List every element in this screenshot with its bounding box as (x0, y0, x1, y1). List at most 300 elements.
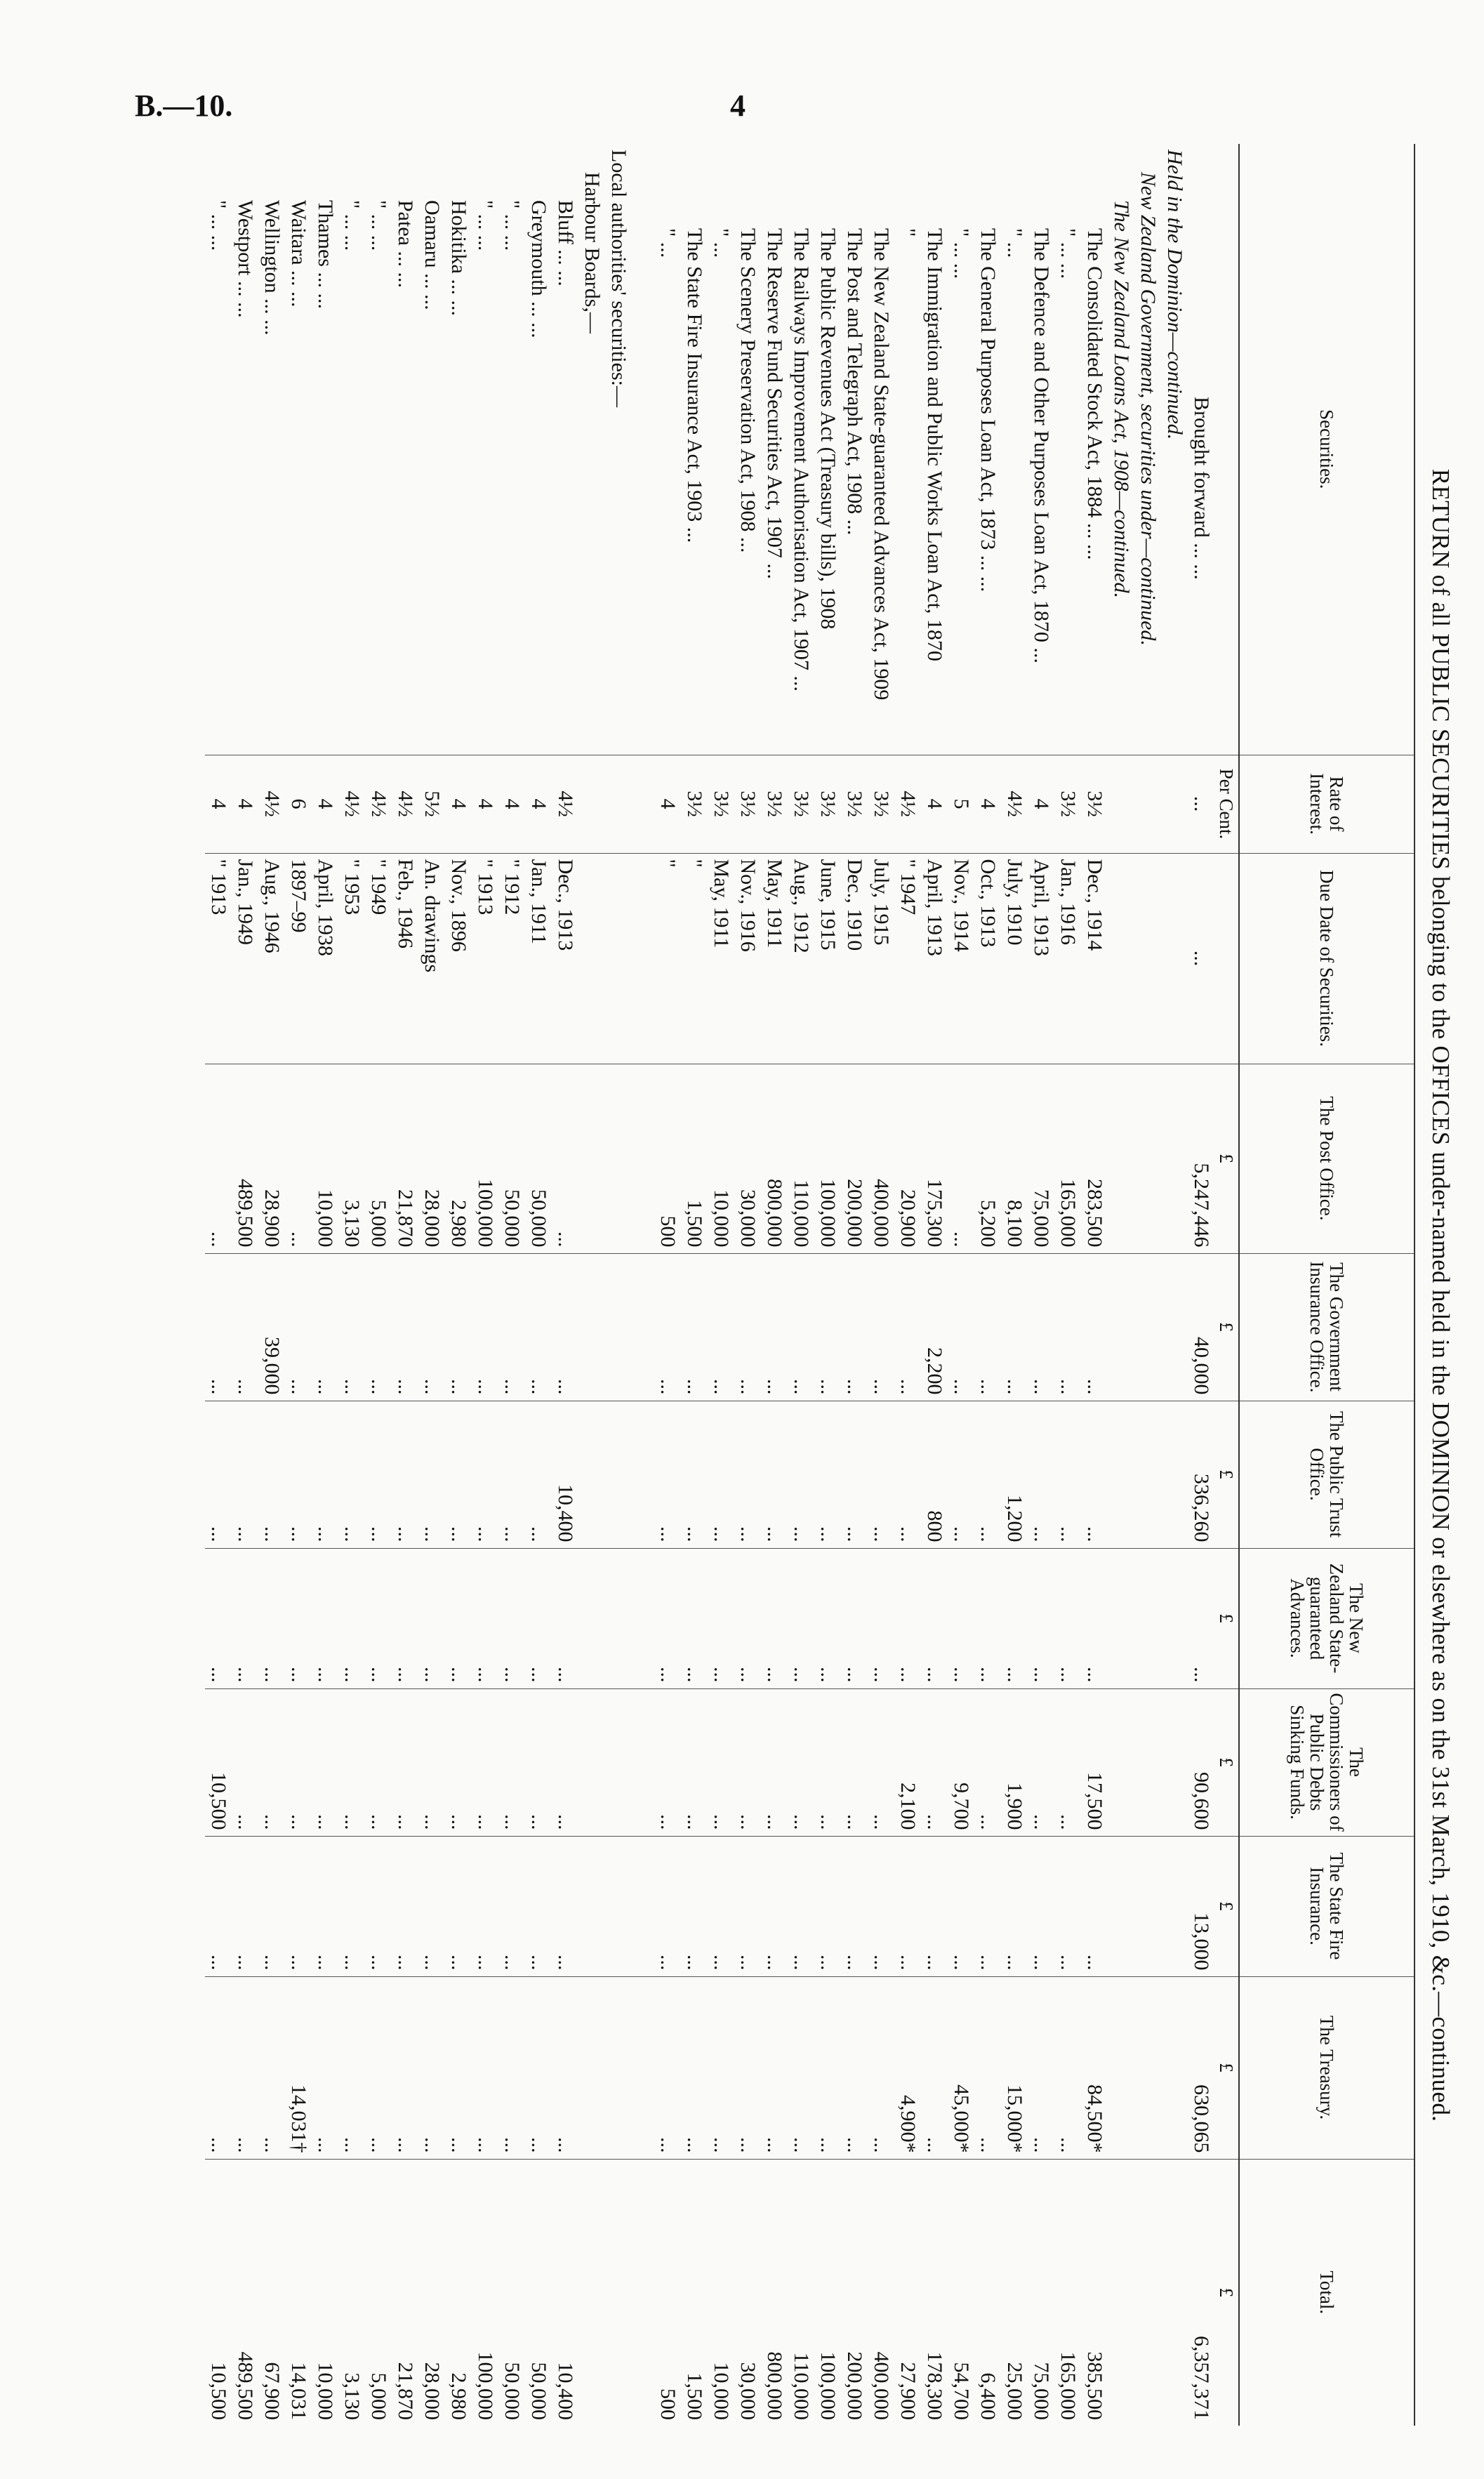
cell-fire-insurance: ... (921, 1836, 948, 1976)
cell-sinking-funds: ... (974, 1688, 1001, 1836)
cell-govt-insurance: ... (365, 1253, 392, 1401)
cell-due: Nov., 1916 (734, 853, 761, 1064)
table-row (868, 144, 894, 2426)
table-row (285, 144, 312, 2426)
cell-post-office: 21,870 (392, 1064, 418, 1253)
cell-fire-insurance: ... (472, 1836, 498, 1976)
cell-fire-insurance: ... (285, 1836, 312, 1976)
cell-govt-insurance: ... (681, 1253, 708, 1401)
row-label: The Public Revenues Act (Treasury bills), 1908 (816, 228, 840, 630)
cell-state-advances: ... (1188, 1548, 1214, 1688)
cell-govt-insurance: ... (1028, 1253, 1054, 1401)
cell-post-office: 5,247,446 (1188, 1064, 1214, 1253)
table-row (472, 144, 498, 2426)
cell-total: 100,000 (814, 2159, 841, 2426)
cell-post-office: 1,500 (681, 1064, 708, 1253)
section-heading (1108, 144, 1134, 2426)
cell-state-advances: ... (445, 1548, 472, 1688)
cell-fire-insurance: ... (974, 1836, 1001, 1976)
cell-total: 110,000 (788, 2159, 814, 2426)
cell-govt-insurance: ... (285, 1253, 312, 1401)
cell-sinking-funds: 17,500 (1081, 1688, 1108, 1836)
cell-rate: 4 (1028, 755, 1054, 853)
cell-due: 1897–99 (285, 853, 312, 1064)
cell-govt-insurance: 39,000 (258, 1253, 285, 1401)
cell-state-advances: ... (552, 1548, 578, 1688)
table-row (1028, 144, 1054, 2426)
cell-fire-insurance: ... (948, 1836, 974, 1976)
cell-post-office: 3,130 (338, 1064, 365, 1253)
cell-due: July, 1910 (1001, 853, 1028, 1064)
cell-post-office: 10,000 (312, 1064, 338, 1253)
cell-fire-insurance: ... (814, 1836, 841, 1976)
cell-post-office: 20,900 (894, 1064, 921, 1253)
cell-total: 100,000 (472, 2159, 498, 2426)
cell-state-advances: ... (814, 1548, 841, 1688)
row-label: Oamaru ... ... (420, 200, 444, 310)
cell-rate: 5 (948, 755, 974, 853)
cell-total: 10,400 (552, 2159, 578, 2426)
cell-govt-insurance: 2,200 (921, 1253, 948, 1401)
cell-rate: 3½ (681, 755, 708, 853)
cell-due: " 1947 (894, 853, 921, 1064)
cell-govt-insurance: ... (974, 1253, 1001, 1401)
cell-govt-insurance: 40,000 (1188, 1253, 1214, 1401)
cell-sinking-funds: ... (472, 1688, 498, 1836)
cell-total: 14,031 (285, 2159, 312, 2426)
cell-govt-insurance: ... (338, 1253, 365, 1401)
cell-due: Nov., 1896 (445, 853, 472, 1064)
cell-public-trust: ... (285, 1401, 312, 1548)
header-row (1239, 144, 1415, 2426)
cell-sinking-funds: ... (552, 1688, 578, 1836)
table-row (681, 144, 708, 2426)
cell-treasury: ... (1028, 1976, 1054, 2159)
cell-due: " 1913 (205, 853, 232, 1064)
col-due-date: Due Date of Securities. (1239, 853, 1415, 1064)
row-label: Thames ... ... (314, 200, 337, 309)
row-label: " ... (1003, 228, 1026, 258)
table-row (841, 144, 868, 2426)
col-govt-insurance: The Government Insurance Office. (1239, 1253, 1415, 1401)
table-row (338, 144, 365, 2426)
cell-sinking-funds: ... (1054, 1688, 1081, 1836)
row-label: " ... ... (367, 200, 390, 251)
cell-due: April, 1913 (1028, 853, 1054, 1064)
cell-sinking-funds: ... (761, 1688, 788, 1836)
cell-state-advances: ... (498, 1548, 525, 1688)
cell-due: " 1913 (472, 853, 498, 1064)
cell-govt-insurance: ... (734, 1253, 761, 1401)
table-row (1054, 144, 1081, 2426)
cell-rate: 3½ (868, 755, 894, 853)
cell-public-trust: ... (338, 1401, 365, 1548)
cell-total: 30,000 (734, 2159, 761, 2426)
cell-govt-insurance: ... (312, 1253, 338, 1401)
cell-state-advances: ... (1054, 1548, 1081, 1688)
cell-rate: 3½ (814, 755, 841, 853)
cell-due: May, 1911 (708, 853, 734, 1064)
cell-sinking-funds: ... (868, 1688, 894, 1836)
table-row (312, 144, 338, 2426)
cell-public-trust: ... (708, 1401, 734, 1548)
cell-public-trust: 10,400 (552, 1401, 578, 1548)
cell-post-office: 200,000 (841, 1064, 868, 1253)
cell-total: 5,000 (365, 2159, 392, 2426)
row-label: Waitara ... ... (287, 200, 310, 308)
cell-treasury: ... (788, 1976, 814, 2159)
cell-govt-insurance: ... (1054, 1253, 1081, 1401)
cell-rate: 4 (974, 755, 1001, 853)
cell-sinking-funds: ... (841, 1688, 868, 1836)
section-heading (1134, 144, 1161, 2426)
cell-post-office: 110,000 (788, 1064, 814, 1253)
cell-post-office: 500 (654, 1064, 681, 1253)
cell-govt-insurance: ... (552, 1253, 578, 1401)
cell-fire-insurance: ... (418, 1836, 445, 1976)
cell-due: " 1912 (498, 853, 525, 1064)
cell-rate: ... (1188, 755, 1214, 853)
row-label: The State Fire Insurance Act, 1903 ... (683, 228, 706, 543)
cell-due: Jan., 1949 (232, 853, 258, 1064)
cell-sinking-funds: ... (708, 1688, 734, 1836)
cell-treasury: ... (392, 1976, 418, 2159)
cell-due: Feb., 1946 (392, 853, 418, 1064)
row-label: " ... ... (950, 228, 973, 279)
row-label: " ... ... (1056, 228, 1080, 279)
cell-sinking-funds: 1,900 (1001, 1688, 1028, 1836)
cell-post-office: ... (285, 1064, 312, 1253)
cell-state-advances: ... (205, 1548, 232, 1688)
page-number: 4 (730, 88, 746, 123)
cell-rate: 4 (232, 755, 258, 853)
cell-public-trust: 336,260 (1188, 1401, 1214, 1548)
cell-sinking-funds: ... (392, 1688, 418, 1836)
cell-treasury: ... (654, 1976, 681, 2159)
table-row (1001, 144, 1028, 2426)
cell-state-advances: ... (285, 1548, 312, 1688)
cell-rate: 3½ (708, 755, 734, 853)
cell-total: 6,357,371 (1188, 2159, 1214, 2426)
cell-fire-insurance: ... (258, 1836, 285, 1976)
cell-fire-insurance: ... (525, 1836, 552, 1976)
cell-sinking-funds: ... (312, 1688, 338, 1836)
cell-sinking-funds: 9,700 (948, 1688, 974, 1836)
cell-sinking-funds: ... (338, 1688, 365, 1836)
cell-rate: 4 (498, 755, 525, 853)
cell-fire-insurance: ... (205, 1836, 232, 1976)
cell-treasury: ... (365, 1976, 392, 2159)
cell-fire-insurance: ... (841, 1836, 868, 1976)
cell-rate: 4½ (338, 755, 365, 853)
cell-fire-insurance: ... (1028, 1836, 1054, 1976)
cell-post-office: 5,000 (365, 1064, 392, 1253)
row-label: The General Purposes Loan Act, 1873 ... ... (976, 228, 1000, 593)
cell-rate: 3½ (734, 755, 761, 853)
cell-treasury: ... (708, 1976, 734, 2159)
unit-pound: £ (1214, 1064, 1239, 1253)
row-label: The Railways Improvement Authorisation Act, 1907 ... (790, 228, 813, 692)
cell-fire-insurance: ... (445, 1836, 472, 1976)
row-label: Wellington ... ... (260, 200, 284, 336)
cell-state-advances: ... (1081, 1548, 1108, 1688)
table-row (232, 144, 258, 2426)
cell-rate: 3½ (841, 755, 868, 853)
cell-public-trust: ... (1054, 1401, 1081, 1548)
cell-treasury: 4,900* (894, 1976, 921, 2159)
cell-govt-insurance: ... (232, 1253, 258, 1401)
cell-public-trust: ... (974, 1401, 1001, 1548)
cell-post-office: 75,000 (1028, 1064, 1054, 1253)
section-heading (1161, 144, 1188, 2426)
unit-pound: £ (1214, 1401, 1239, 1548)
cell-public-trust: ... (868, 1401, 894, 1548)
cell-govt-insurance: ... (1001, 1253, 1028, 1401)
cell-public-trust: ... (312, 1401, 338, 1548)
cell-sinking-funds: ... (788, 1688, 814, 1836)
cell-treasury: ... (1054, 1976, 1081, 2159)
cell-sinking-funds: ... (654, 1688, 681, 1836)
cell-govt-insurance: ... (472, 1253, 498, 1401)
table-row (734, 144, 761, 2426)
cell-treasury: ... (681, 1976, 708, 2159)
cell-public-trust: ... (1081, 1401, 1108, 1548)
cell-state-advances: ... (392, 1548, 418, 1688)
table-row (894, 144, 921, 2426)
cell-public-trust: ... (392, 1401, 418, 1548)
cell-due: " (654, 853, 681, 1064)
cell-public-trust: ... (654, 1401, 681, 1548)
cell-sinking-funds: ... (365, 1688, 392, 1836)
cell-state-advances: ... (921, 1548, 948, 1688)
row-label: Patea ... ... (394, 200, 417, 288)
cell-post-office: 30,000 (734, 1064, 761, 1253)
cell-state-advances: ... (681, 1548, 708, 1688)
cell-total: 178,300 (921, 2159, 948, 2426)
cell-due: Jan., 1911 (525, 853, 552, 1064)
cell-rate: 4 (921, 755, 948, 853)
cell-total: 2,980 (445, 2159, 472, 2426)
cell-state-advances: ... (734, 1548, 761, 1688)
cell-fire-insurance: ... (1001, 1836, 1028, 1976)
cell-due: Dec., 1910 (841, 853, 868, 1064)
table-row (525, 144, 552, 2426)
col-post-office: The Post Office. (1239, 1064, 1415, 1253)
cell-total: 10,000 (708, 2159, 734, 2426)
cell-fire-insurance: ... (498, 1836, 525, 1976)
cell-sinking-funds: ... (418, 1688, 445, 1836)
cell-rate: 4½ (365, 755, 392, 853)
row-label: " ... ... (340, 200, 364, 251)
table-row (205, 144, 232, 2426)
cell-govt-insurance: ... (761, 1253, 788, 1401)
cell-public-trust: ... (948, 1401, 974, 1548)
cell-sinking-funds: ... (232, 1688, 258, 1836)
cell-state-advances: ... (708, 1548, 734, 1688)
cell-state-advances: ... (258, 1548, 285, 1688)
cell-govt-insurance: ... (708, 1253, 734, 1401)
unit-pound: £ (1214, 2159, 1239, 2426)
row-label: The Reserve Fund Securities Act, 1907 ... (763, 228, 786, 579)
brought-forward-row (1188, 144, 1214, 2426)
cell-due: An. drawings (418, 853, 445, 1064)
unit-percent: Per Cent. (1214, 755, 1239, 853)
cell-state-advances: ... (1001, 1548, 1028, 1688)
cell-fire-insurance: ... (788, 1836, 814, 1976)
cell-public-trust: ... (258, 1401, 285, 1548)
unit-pound: £ (1214, 1688, 1239, 1836)
units-row (1214, 144, 1239, 2426)
cell-total: 3,130 (338, 2159, 365, 2426)
cell-total: 500 (654, 2159, 681, 2426)
cell-due: " 1949 (365, 853, 392, 1064)
cell-fire-insurance: ... (232, 1836, 258, 1976)
table-row (445, 144, 472, 2426)
cell-sinking-funds: ... (1028, 1688, 1054, 1836)
row-label: " (896, 228, 920, 237)
cell-total: 50,000 (498, 2159, 525, 2426)
cell-govt-insurance: ... (814, 1253, 841, 1401)
cell-post-office: 10,000 (708, 1064, 734, 1253)
cell-rate: 4½ (894, 755, 921, 853)
cell-public-trust: ... (365, 1401, 392, 1548)
cell-public-trust: ... (445, 1401, 472, 1548)
cell-state-advances: ... (788, 1548, 814, 1688)
row-label: Westport ... ... (234, 200, 257, 318)
cell-treasury: ... (868, 1976, 894, 2159)
cell-rate: 4 (472, 755, 498, 853)
cell-state-advances: ... (525, 1548, 552, 1688)
cell-sinking-funds: ... (814, 1688, 841, 1836)
cell-treasury: ... (445, 1976, 472, 2159)
cell-govt-insurance: ... (948, 1253, 974, 1401)
cell-sinking-funds: ... (525, 1688, 552, 1836)
cell-post-office: ... (948, 1064, 974, 1253)
cell-fire-insurance: ... (552, 1836, 578, 1976)
cell-fire-insurance: ... (338, 1836, 365, 1976)
cell-state-advances: ... (472, 1548, 498, 1688)
cell-post-office: 28,900 (258, 1064, 285, 1253)
cell-treasury: ... (418, 1976, 445, 2159)
heading-nzgov: New Zealand Government, securities under—continued. (1137, 172, 1160, 646)
cell-treasury: ... (338, 1976, 365, 2159)
cell-public-trust: ... (681, 1401, 708, 1548)
cell-sinking-funds: ... (498, 1688, 525, 1836)
cell-rate: 3½ (761, 755, 788, 853)
table-row (552, 144, 578, 2426)
cell-fire-insurance: ... (708, 1836, 734, 1976)
cell-treasury: 630,065 (1188, 1976, 1214, 2159)
cell-public-trust: ... (841, 1401, 868, 1548)
cell-treasury: ... (312, 1976, 338, 2159)
cell-post-office: 100,000 (814, 1064, 841, 1253)
cell-total: 21,870 (392, 2159, 418, 2426)
cell-govt-insurance: ... (445, 1253, 472, 1401)
col-securities: Securities. (1239, 144, 1415, 755)
cell-due: Jan., 1916 (1054, 853, 1081, 1064)
cell-treasury: ... (232, 1976, 258, 2159)
row-label: The Consolidated Stock Act, 1884 ... ... (1083, 228, 1106, 560)
cell-public-trust: ... (814, 1401, 841, 1548)
table-row (708, 144, 734, 2426)
cell-treasury: ... (525, 1976, 552, 2159)
cell-due: July, 1915 (868, 853, 894, 1064)
cell-fire-insurance: ... (761, 1836, 788, 1976)
cell-public-trust: ... (1028, 1401, 1054, 1548)
cell-govt-insurance: ... (418, 1253, 445, 1401)
cell-state-advances: ... (232, 1548, 258, 1688)
cell-treasury: ... (841, 1976, 868, 2159)
cell-treasury: ... (258, 1976, 285, 2159)
col-fire-insurance: The State Fire Insurance. (1239, 1836, 1415, 1976)
cell-public-trust: ... (498, 1401, 525, 1548)
col-rate: Rate of Interest. (1239, 755, 1415, 853)
cell-due: Dec., 1913 (552, 853, 578, 1064)
cell-fire-insurance: ... (312, 1836, 338, 1976)
cell-total: 200,000 (841, 2159, 868, 2426)
cell-treasury: ... (814, 1976, 841, 2159)
cell-treasury: 45,000* (948, 1976, 974, 2159)
cell-public-trust: ... (205, 1401, 232, 1548)
cell-due: ... (1188, 853, 1214, 1064)
cell-state-advances: ... (1028, 1548, 1054, 1688)
table-row (418, 144, 445, 2426)
cell-fire-insurance: ... (1054, 1836, 1081, 1976)
cell-treasury: ... (734, 1976, 761, 2159)
cell-treasury: ... (205, 1976, 232, 2159)
cell-public-trust: ... (418, 1401, 445, 1548)
cell-rate: 4½ (552, 755, 578, 853)
table-row (761, 144, 788, 2426)
cell-state-advances: ... (418, 1548, 445, 1688)
cell-rate: 4½ (1001, 755, 1028, 853)
cell-rate: 3½ (1081, 755, 1108, 853)
cell-post-office: 2,980 (445, 1064, 472, 1253)
heading-held: Held in the Dominion—continued. (1163, 150, 1186, 440)
cell-sinking-funds: ... (681, 1688, 708, 1836)
table-row (948, 144, 974, 2426)
row-label: " ... ... (207, 200, 230, 251)
cell-fire-insurance: ... (654, 1836, 681, 1976)
cell-total: 400,000 (868, 2159, 894, 2426)
cell-total: 50,000 (525, 2159, 552, 2426)
cell-sinking-funds: ... (734, 1688, 761, 1836)
row-label: " ... (710, 228, 733, 258)
cell-public-trust: ... (232, 1401, 258, 1548)
cell-state-advances: ... (868, 1548, 894, 1688)
table-row (974, 144, 1001, 2426)
rotated-table-block (94, 144, 1456, 2447)
cell-post-office: 8,100 (1001, 1064, 1028, 1253)
cell-fire-insurance: ... (681, 1836, 708, 1976)
table-row (392, 144, 418, 2426)
cell-sinking-funds: ... (921, 1688, 948, 1836)
unit-pound: £ (1214, 1548, 1239, 1688)
cell-due: " (681, 853, 708, 1064)
cell-due: June, 1915 (814, 853, 841, 1064)
cell-state-advances: ... (841, 1548, 868, 1688)
cell-govt-insurance: ... (525, 1253, 552, 1401)
cell-state-advances: ... (312, 1548, 338, 1688)
cell-post-office: 283,500 (1081, 1064, 1108, 1253)
cell-rate: 3½ (788, 755, 814, 853)
row-label: The Post and Telegraph Act, 1908 ... (843, 228, 866, 536)
cell-total: 28,000 (418, 2159, 445, 2426)
table-row (921, 144, 948, 2426)
cell-post-office: 28,000 (418, 1064, 445, 1253)
cell-treasury: ... (761, 1976, 788, 2159)
cell-due: April, 1913 (921, 853, 948, 1064)
